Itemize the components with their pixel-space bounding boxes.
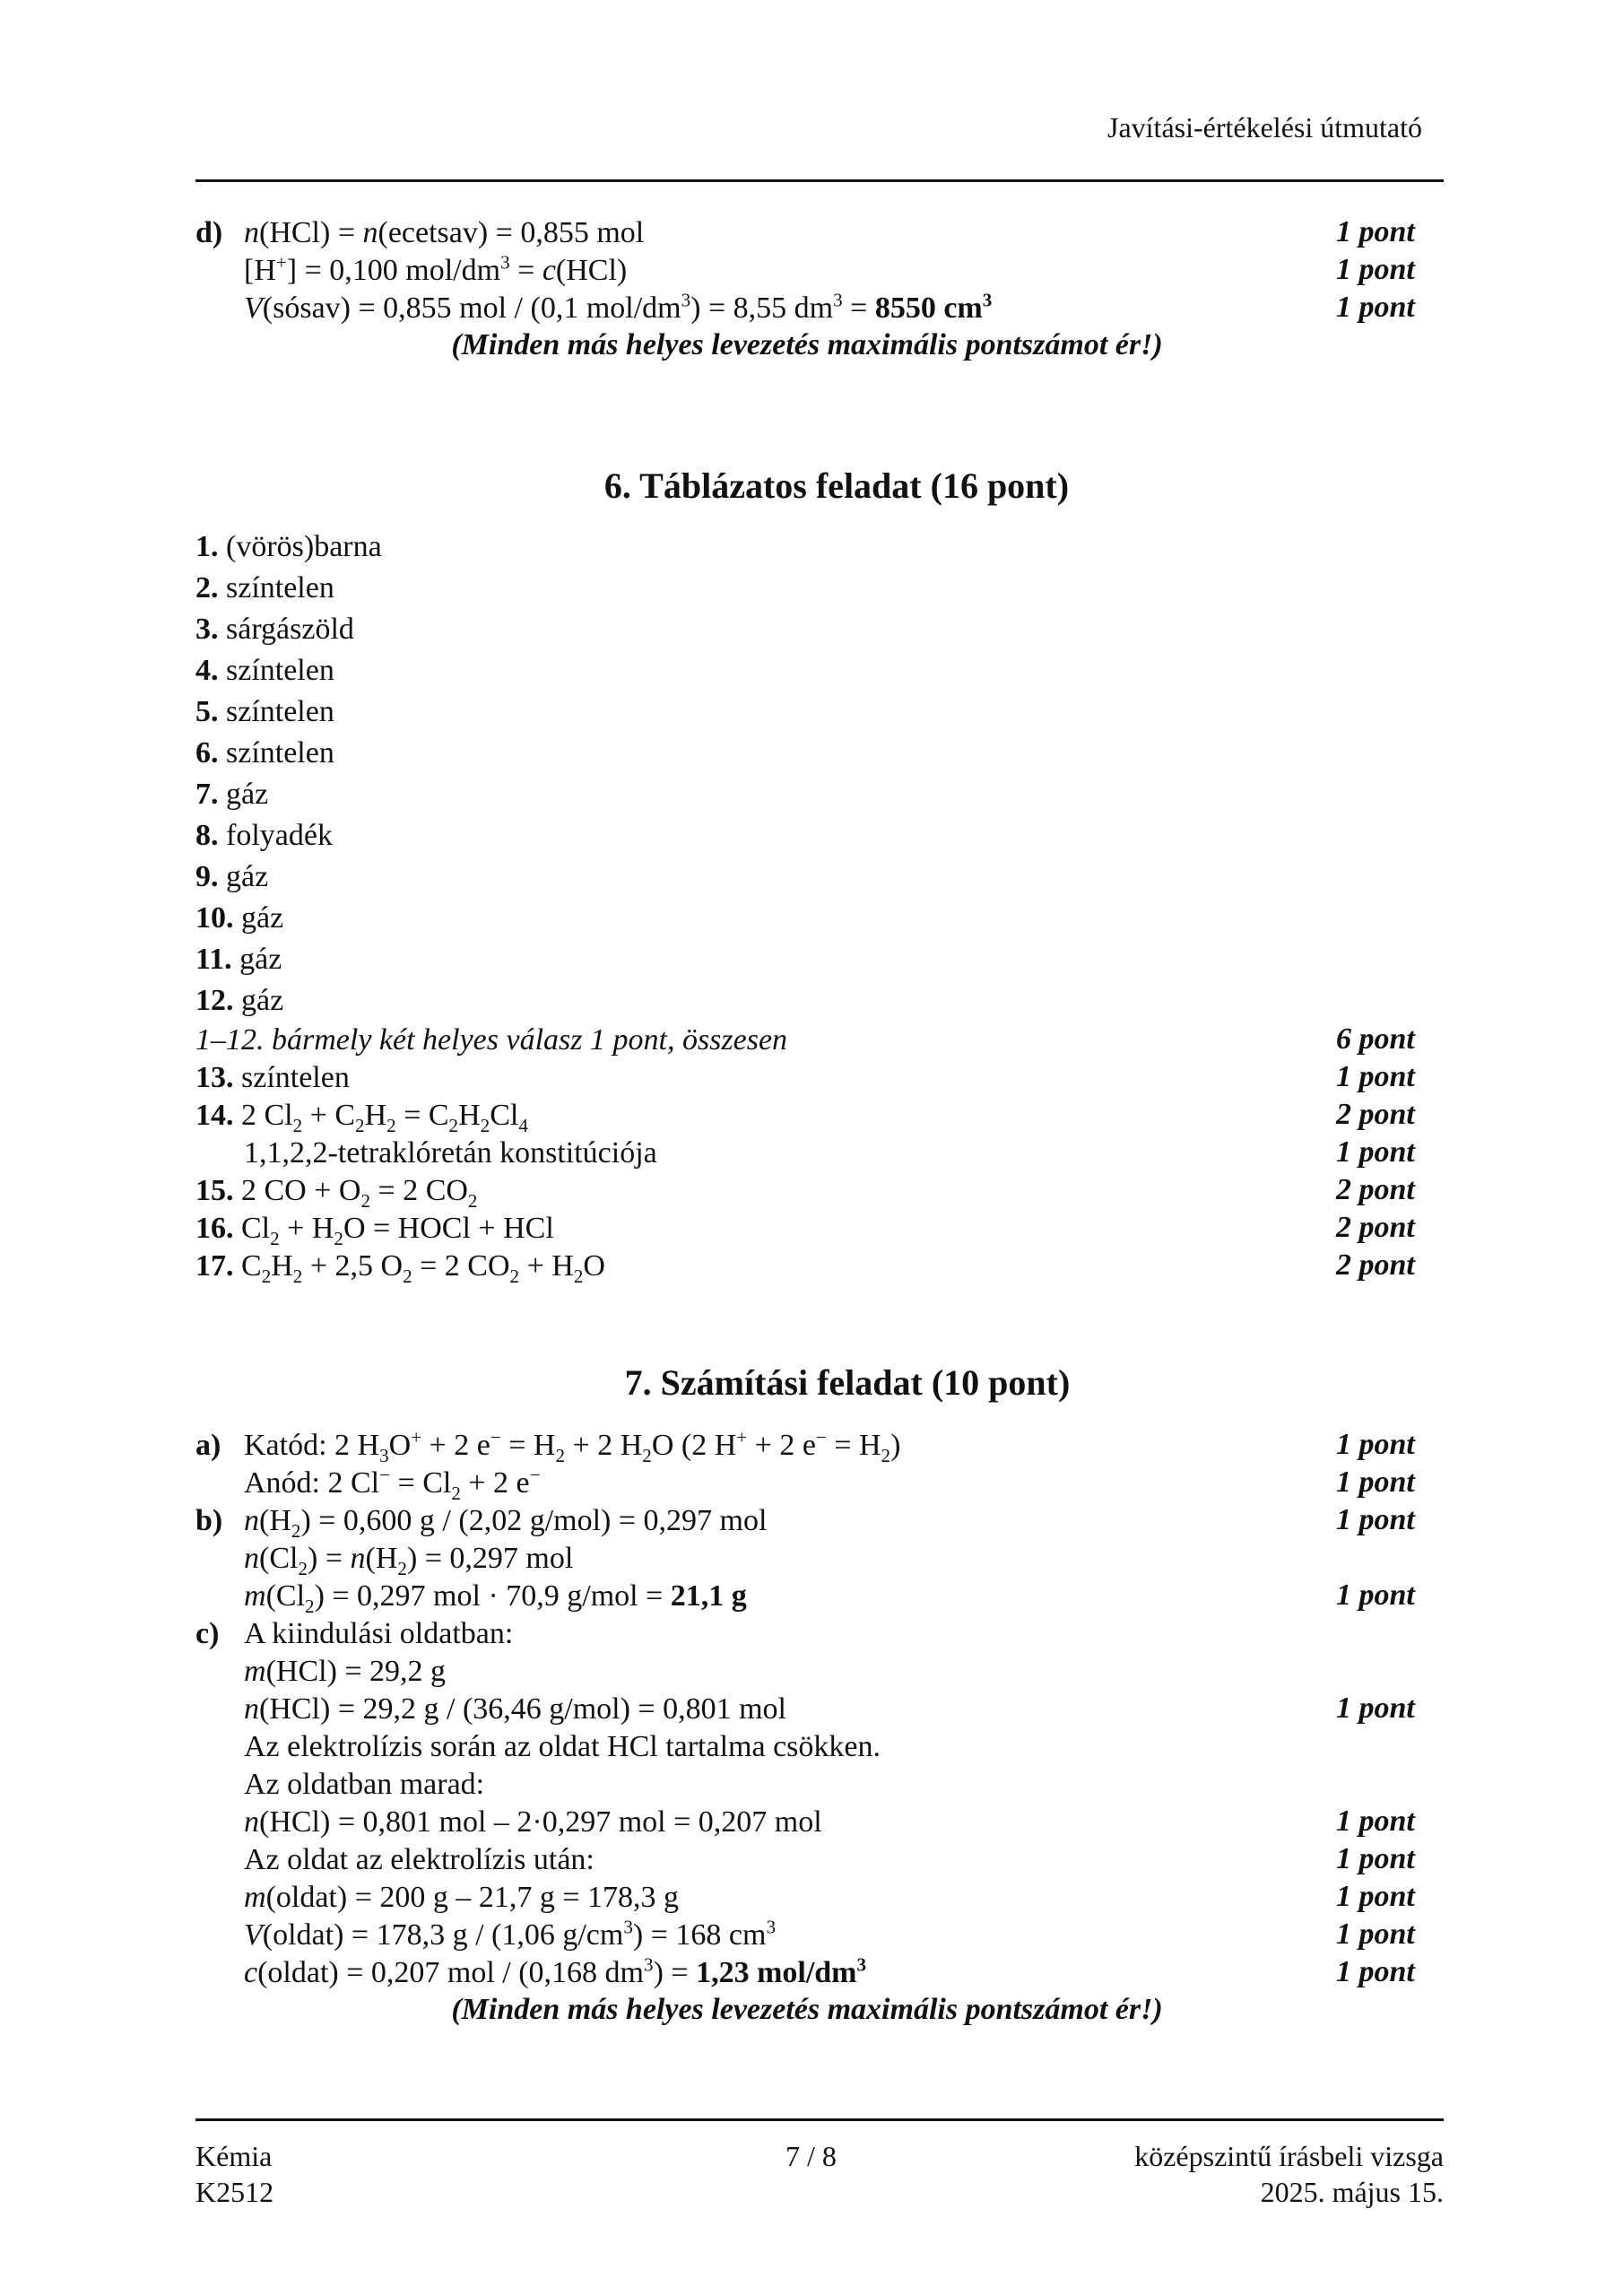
calc-line: n(HCl) = 29,2 g / (36,46 g/mol) = 0,801 mol <box>244 1692 786 1726</box>
points: 1 pont <box>1336 291 1415 324</box>
list-item-equation: 15. 2 CO + $O_2 = 2$ $CO_2$ <box>195 1174 478 1212</box>
list-item: 1. (vörös)barna <box>195 530 382 563</box>
list-item: 3. sárgászöld <box>195 613 354 646</box>
text-line: Az oldat az elektrolízis után: <box>244 1843 595 1876</box>
d-line-1: n(HCl) = n(ecetsav) = 0,855 mol <box>244 216 645 249</box>
calc-line: V(oldat) = 178,3 g / (1,06 $g/cm^3) = 168$ $cm^3$ <box>244 1916 776 1952</box>
footer-page: 7 / 8 <box>785 2140 837 2172</box>
section-7-note: (Minden más helyes levezetés maximális pontszámot ér!) <box>451 1993 1163 2026</box>
points: 1 pont <box>1336 1842 1415 1875</box>
list-item: 13. színtelen <box>195 1061 350 1094</box>
points: 1 pont <box>1336 1578 1415 1612</box>
points: 2 pont <box>1336 1173 1415 1206</box>
calc-line: m(HCl) = 29,2 g <box>244 1655 447 1688</box>
points: 2 pont <box>1336 1211 1415 1244</box>
points: 1 pont <box>1336 1135 1415 1169</box>
text-line: A kiindulási oldatban: <box>244 1617 514 1650</box>
points: 6 pont <box>1336 1022 1415 1056</box>
list-item: 8. folyadék <box>195 819 333 852</box>
summary-line: 1–12. bármely két helyes válasz 1 pont, összesen <box>195 1023 788 1057</box>
footer-subject: Kémia <box>195 2140 273 2172</box>
list-item-equation: 14. 2 $Cl_2 + C_2H_2 = C_2H_2Cl_4$ <box>195 1099 528 1136</box>
section-7-title: 7. Számítási feladat (10 pont) <box>624 1362 1071 1403</box>
points: 1 pont <box>1336 215 1415 248</box>
points: 1 pont <box>1336 1880 1415 1913</box>
text-line: Az elektrolízis során az oldat HCl tartalma csökken. <box>244 1730 881 1763</box>
d-line-3: V(sósav) = 0,855 mol / (0,1 mol/$dm^3) = 8,55$ $dm^3 = 8550$ $cm^3$ <box>244 289 993 325</box>
list-item: 7. gáz <box>195 778 269 811</box>
points: 1 pont <box>1336 1428 1415 1461</box>
footer-code: K2512 <box>195 2176 274 2208</box>
calc-line: $m(Cl_2) = 0,297$ mol · 70,9 g/mol = 21,1 g <box>244 1579 747 1617</box>
d-note: (Minden más helyes levezetés maximális pontszámot ér!) <box>451 328 1163 361</box>
text-line: Az oldatban marad: <box>244 1768 485 1801</box>
points: 1 pont <box>1336 253 1415 286</box>
header-title: Javítási-értékelési útmutató <box>1107 111 1422 144</box>
footer-exam: középszintű írásbeli vizsga <box>1134 2140 1444 2172</box>
points: 2 pont <box>1336 1098 1415 1131</box>
points: 1 pont <box>1336 1692 1415 1725</box>
list-item: 2. színtelen <box>195 571 334 604</box>
section-6-title: 6. Táblázatos feladat (16 pont) <box>603 465 1070 506</box>
list-item: 1,1,2,2-tetraklóretán konstitúciója <box>244 1136 657 1170</box>
d-line-2: [H+] = 0,100 mol/$dm^3 = c(HCl)$ <box>244 251 628 287</box>
calc-line: c(oldat) = 0,207 mol / (0,168 $dm^3) = 1,23$ mol/$dm^3$ <box>244 1953 867 1989</box>
list-item: 11. gáz <box>195 943 282 976</box>
footer-rule <box>195 2118 1444 2121</box>
points: 1 pont <box>1336 1503 1415 1536</box>
points: 1 pont <box>1336 1465 1415 1499</box>
list-item: 9. gáz <box>195 860 269 893</box>
points: 1 pont <box>1336 1060 1415 1093</box>
calc-line: m(oldat) = 200 g – 21,7 g = 178,3 g <box>244 1881 680 1914</box>
list-item-equation: 16. $Cl_2 + H_2O$ = HOCl + HCl <box>195 1212 554 1249</box>
label-a: a) <box>195 1429 221 1462</box>
points: 1 pont <box>1336 1805 1415 1838</box>
list-item-equation: 17. $C_2H_2 + 2,5$ $O_2 = 2$ $CO_2 + H_2O$ <box>195 1249 605 1287</box>
label-d: d) <box>195 216 223 249</box>
points: 1 pont <box>1336 1918 1415 1951</box>
label-c: c) <box>195 1617 220 1650</box>
points: 2 pont <box>1336 1248 1415 1282</box>
list-item: 12. gáz <box>195 984 284 1017</box>
label-b: b) <box>195 1504 223 1537</box>
calc-line: $n(H_2) = 0,600$ g / (2,02 g/mol) = 0,297 mol <box>244 1504 768 1542</box>
list-item: 10. gáz <box>195 901 284 935</box>
list-item: 6. színtelen <box>195 736 334 770</box>
anode-equation: Anód: 2 $Cl^- = Cl_2 + 2$ e− <box>244 1464 541 1504</box>
calc-line: n(HCl) = 0,801 mol – 2·0,297 mol = 0,207 mol <box>244 1805 822 1839</box>
calc-line: $n(Cl_2) = n(H_2) = 0,297$ mol <box>244 1542 574 1579</box>
header-rule <box>195 179 1444 182</box>
footer-date: 2025. május 15. <box>1260 2176 1444 2208</box>
list-item: 5. színtelen <box>195 695 334 728</box>
list-item: 4. színtelen <box>195 654 334 687</box>
cathode-equation: Katód: 2 $H_3O^+ + 2$ $e^- = H_2 + 2$ $H_2O$ (2 H+ + 2 $e^- = H_2$) <box>244 1426 901 1466</box>
points: 1 pont <box>1336 1955 1415 1988</box>
